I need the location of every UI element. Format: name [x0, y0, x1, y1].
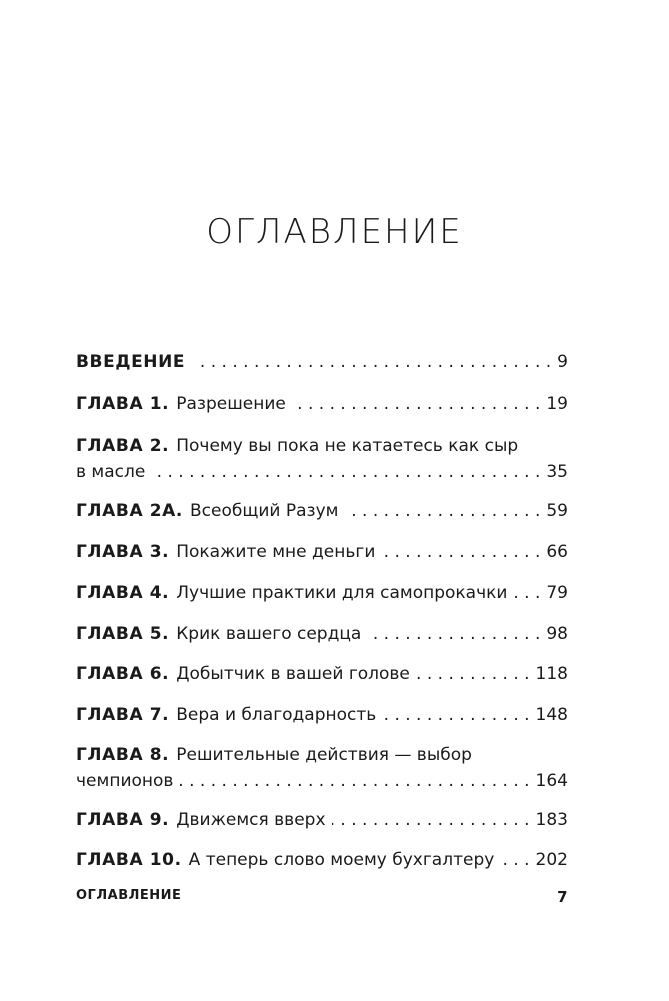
toc-entry-title: А теперь слово моему бухгалтеру	[188, 850, 495, 870]
toc-entry-chapter-2a[interactable]	[76, 498, 568, 524]
toc-entry-label: ГЛАВА 2.	[76, 436, 170, 456]
dot-leader	[513, 580, 540, 606]
dot-leader	[292, 391, 541, 417]
toc-entry-chapter-5[interactable]	[76, 621, 568, 647]
toc-entry-introduction[interactable]	[76, 349, 568, 375]
dot-leader	[151, 459, 540, 485]
toc-entry-chapter-1[interactable]	[76, 391, 568, 417]
toc-entry-chapter-4[interactable]	[76, 580, 568, 606]
toc-entry-label: ГЛАВА 2А.	[76, 501, 183, 521]
toc-entry-label: ГЛАВА 3.	[76, 542, 170, 562]
dot-leader	[416, 661, 530, 687]
dot-leader	[381, 539, 540, 565]
dot-leader	[500, 847, 529, 873]
toc-entry-label: ГЛАВА 5.	[76, 624, 170, 644]
toc-page-number: 183	[535, 810, 568, 830]
toc-entry-title-continued: в масле	[76, 462, 146, 482]
toc-page-number: 9	[557, 352, 568, 372]
toc-entry-label: ГЛАВА 1.	[76, 394, 170, 414]
toc-page-number: 35	[546, 462, 568, 482]
toc-entry-chapter-10[interactable]	[76, 847, 568, 873]
toc-page-number: 164	[535, 771, 568, 791]
toc-page-number: 202	[535, 850, 568, 870]
toc-entry-label: ГЛАВА 4.	[76, 583, 170, 603]
toc-entry-title-continued: чемпионов	[76, 771, 174, 791]
toc-entry-label: ВВЕДЕНИЕ	[76, 352, 186, 372]
toc-entry-label: ГЛАВА 6.	[76, 664, 170, 684]
toc-page-number: 66	[546, 542, 568, 562]
dot-leader	[367, 621, 540, 647]
page-title: ОГЛАВЛЕНИЕ	[206, 212, 463, 252]
toc-entry-title: Покажите мне деньги	[176, 542, 376, 562]
dot-leader	[198, 349, 551, 375]
running-footer-title: ОГЛАВЛЕНИЕ	[76, 888, 182, 903]
footer-page-number: 7	[557, 888, 568, 906]
toc-entry-chapter-9[interactable]	[76, 807, 568, 833]
toc-page-number: 79	[546, 583, 568, 603]
toc-page-number: 98	[546, 624, 568, 644]
dot-leader	[179, 768, 529, 794]
toc-page-number: 118	[535, 664, 568, 684]
page-footer	[76, 888, 568, 906]
toc-entry-label: ГЛАВА 9.	[76, 810, 170, 830]
toc-page-number: 59	[546, 501, 568, 521]
toc-entry-title: Вера и благодарность	[176, 705, 377, 725]
toc-entry-title: Добытчик в вашей голове	[176, 664, 410, 684]
toc-page-number: 19	[546, 394, 568, 414]
toc-entry-label: ГЛАВА 8.	[76, 745, 170, 765]
toc-entry-title: Всеобщий Разум	[190, 501, 339, 521]
toc-entry-chapter-7[interactable]	[76, 702, 568, 728]
dot-leader	[332, 807, 530, 833]
toc-page-number: 148	[535, 705, 568, 725]
toc-entry-title: Движемся вверх	[176, 810, 326, 830]
toc-entry-title: Крик вашего сердца	[176, 624, 362, 644]
toc-entry-chapter-3[interactable]	[76, 539, 568, 565]
toc-entry-chapter-2[interactable]	[76, 433, 568, 485]
toc-entry-label: ГЛАВА 7.	[76, 705, 170, 725]
toc-entry-title: Решительные действия — выбор	[176, 745, 472, 765]
toc-entry-title: Почему вы пока не катаетесь как сыр	[176, 436, 519, 456]
toc-entry-title: Разрешение	[176, 394, 286, 414]
toc-entry-title: Лучшие практики для самопрокачки	[176, 583, 508, 603]
toc-entry-chapter-6[interactable]	[76, 661, 568, 687]
toc-entry-label: ГЛАВА 10.	[76, 850, 182, 870]
dot-leader	[382, 702, 529, 728]
toc-entry-chapter-8[interactable]	[76, 742, 568, 794]
dot-leader	[344, 498, 540, 524]
